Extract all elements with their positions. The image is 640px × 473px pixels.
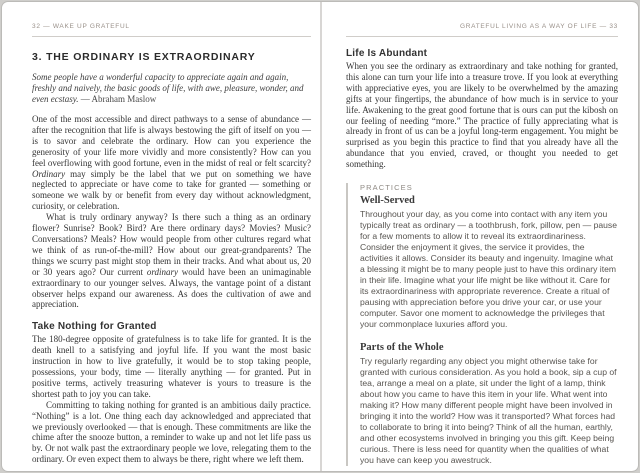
- chapter-title: 3. THE ORDINARY IS EXTRAORDINARY: [32, 51, 256, 63]
- header-rule-right: [346, 36, 618, 37]
- section-heading-life-is-abundant: Life Is Abundant: [346, 48, 428, 59]
- practice-body: Throughout your day, as you come into contact with any item you typically treat as ordinary — a toothbrush, fork, pillow, pen — pause for a few moments to allow it to reveal its extraordinariness. Consider the enjoyment it gives, the service it provides, the activities it allows. Consider its beauty and ingenuity. Imagine what a blessing it might be to many people just to have this ordinary item in their life. Imagine what your life might be like without it. Care for its extraordinariness with appropriate reverence. Create a ritual of pausing with appreciation before you drive your car, or use your computer. Savor one moment to acknowledge the privileges that your commonplace luxuries afford you.: [360, 209, 617, 330]
- practice-title-parts-of-the-whole: Parts of the Whole: [360, 342, 444, 354]
- body-paragraph: One of the most accessible and direct pathways to a sense of abundance — after the recognition that life is always bestowing the gift of itself on you — is to savor and celebrate the ordinary. How can you experience the generosity of your life more vividly and more consistently? How can you feel overflowing with good fortune, even in the midst of real or felt scarcity? Ordinary may simply be the label that we put on something we have neglected to appreciate or have come to take for granted — something or someone we walk by or benefit from every day without acknowledgment, curiosity, or celebration.: [32, 114, 311, 212]
- body-paragraph: Committing to taking nothing for granted is an ambitious daily practice. “Nothing” is a lot. One thing each day acknowledged and appreciated that we previously overlooked — that is enough. These commitments are like the chime after the snooze button, a reminder to wake up and not let life pass us by. Or not walk past the extraordinary people we love, relegating them to the ordinary. Or even expect them to always be there, right where we left them.: [32, 399, 311, 465]
- right-page: [346, 2, 618, 466]
- practices-block: [346, 183, 618, 466]
- header-rule-left: [32, 36, 311, 37]
- body-paragraph: What is truly ordinary anyway? Is there such a thing as an ordinary flower? Sunrise? Book? Bird? Are there ordinary days? Movies? Music? Conversations? Meals? How would people from other cultures regard what we think of as run-of-the-mill? How about our great-grandparents? The things we scurry past might stop them in their tracks. And what about us, 20 or 30 years ago? Our current ordinary would have been an unimaginable extraordinary to our younger selves. Always, the vantage point of a distant observer helps expand our awareness. As does the cultivation of awe and appreciation.: [32, 212, 311, 310]
- epigraph-attribution: — Abraham Maslow: [78, 94, 157, 104]
- practices-label: PRACTICES: [360, 183, 413, 193]
- left-page: [32, 2, 311, 465]
- running-header-right: GRATEFUL LIVING AS A WAY OF LIFE — 33: [460, 23, 618, 30]
- body-paragraph: The 180-degree opposite of gratefulness is to take life for granted. It is the death knell to a satisfying and joyful life. If you want the most basic instruction in how to live gratefully, it would be to stop taking people, possessions, your body, time — literally anything — for granted. Put in positive terms, actively treasuring whatever is yours to treasure is the shortest path to joy you can take.: [32, 334, 311, 399]
- epigraph-text: Some people have a wonderful capacity to appreciate again and again, freshly and naively, the basic goods of life, with awe, pleasure, wonder, and even ecstasy.: [32, 72, 304, 104]
- page-gutter-divider: [320, 2, 322, 471]
- epigraph: [32, 72, 311, 105]
- practice-title-well-served: Well-Served: [360, 195, 415, 207]
- running-header-left: 32 — WAKE UP GRATEFUL: [32, 23, 130, 30]
- body-paragraph: When you see the ordinary as extraordinary and take nothing for granted, this alone can turn your life into a treasure trove. If you look at everything with appreciative eyes, you are likely to be overwhelmed by the amazing gifts at your fingertips, the abundance of how much is in service to your life. Awakening to the great good fortune that is ours can put the kibosh on our feeling of needing “more.” The practice of fully appreciating what is already in front of us can be a joyful long-term engagement. You might be surprised as you begin this practice to find that you already have all the abundance that you envied, craved, or thought you needed to get something.: [346, 61, 618, 170]
- practice-body: Try regularly regarding any object you might otherwise take for granted with curious consideration. As you hold a book, sip a cup of tea, arrange a meal on a plate, sit under the light of a lamp, think about how you came to have this item in your life. What went into making it? How many different people might have been involved in bringing it into the world? How was it transported? What forces had to collaborate to bring it into being? Think of all the human, earthly, and other ecosystems involved in bringing you this gift. Keep being curious. There is less need for quantity when the qualities of what you have can keep you awestruck.: [360, 356, 617, 466]
- book-spread: [1, 1, 639, 472]
- section-heading-take-nothing-for-granted: Take Nothing for Granted: [32, 321, 157, 333]
